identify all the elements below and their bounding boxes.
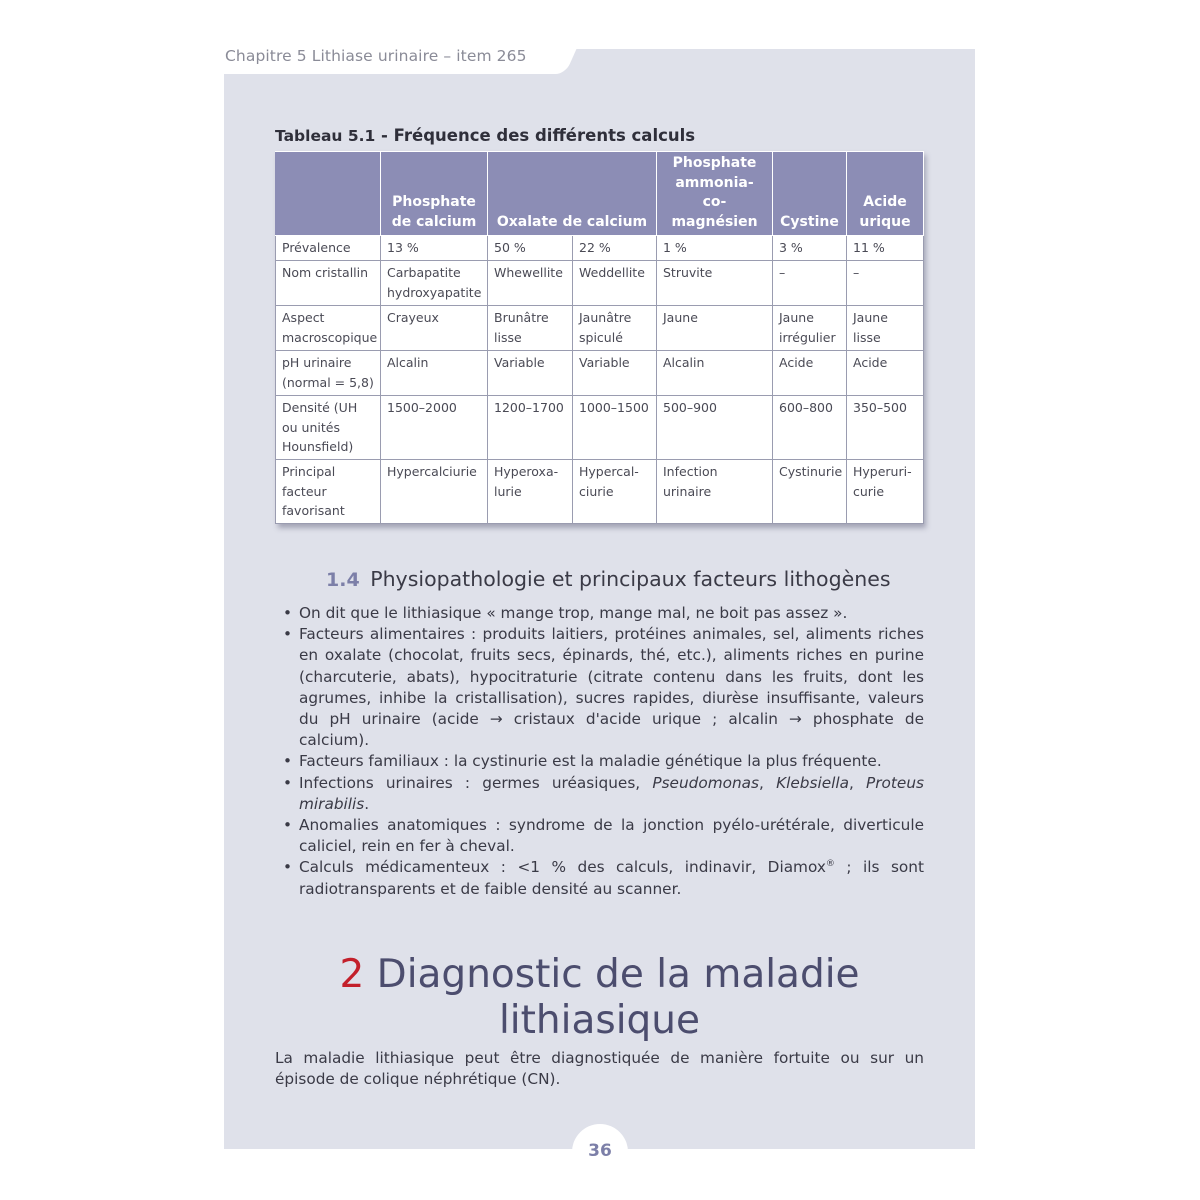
bullet-icon: • — [283, 816, 293, 835]
table-cell: Hypercal- ciurie — [573, 460, 657, 524]
table-cell: 1200–1700 — [488, 396, 573, 460]
table-cell: 13 % — [381, 236, 488, 261]
chapter-heading-line-1: Diagnostic de la maladie — [376, 952, 860, 997]
table-cell: Jaune lisse — [847, 306, 924, 351]
bullet-icon: • — [283, 773, 293, 792]
row-label: pH urinaire (normal = 5,8) — [276, 351, 381, 396]
table-title-text: Fréquence des différents calculs — [393, 126, 696, 145]
table-cell: Hyperuri- curie — [847, 460, 924, 524]
section-number: 1.4 — [326, 569, 360, 591]
bullet-icon: • — [283, 752, 293, 771]
list-item: • Infections urinaires : germes uréasiques, Pseudomonas, Klebsiella, Proteus mirabilis. — [283, 773, 924, 813]
table-cell: 1 % — [657, 236, 773, 261]
section-heading-1-4 — [326, 567, 891, 591]
table-cell: Jaunâtre spiculé — [573, 306, 657, 351]
table-title-label: Tableau 5.1 — [275, 127, 376, 145]
table-cell: Whewellite — [488, 261, 573, 306]
table-cell: 600–800 — [773, 396, 847, 460]
table-cell: 500–900 — [657, 396, 773, 460]
page-number: 36 — [588, 1141, 612, 1161]
list-item: • Anomalies anatomiques : syndrome de la jonction pyélo-urétérale, diverticule caliciel, rein en fer à cheval. — [283, 816, 924, 856]
column-header-oxalate-calcium: Oxalate de calcium — [488, 152, 657, 236]
bullet-list — [283, 603, 924, 900]
table-cell: Struvite — [657, 261, 773, 306]
table-cell: Variable — [488, 351, 573, 396]
table-row — [276, 396, 924, 460]
table-header-empty — [276, 152, 381, 236]
bullet-icon: • — [283, 625, 293, 644]
table-row — [276, 460, 924, 524]
table-body — [276, 236, 924, 524]
row-label: Prévalence — [276, 236, 381, 261]
table-cell: Carbapatite hydroxyapatite — [381, 261, 488, 306]
table-cell: Alcalin — [657, 351, 773, 396]
table-cell: Jaune irrégulier — [773, 306, 847, 351]
table-cell: Hypercalciurie — [381, 460, 488, 524]
table-cell: Hyperoxa- lurie — [488, 460, 573, 524]
column-header-cystine: Cystine — [773, 152, 847, 236]
table-cell: 11 % — [847, 236, 924, 261]
table-cell: Variable — [573, 351, 657, 396]
table-cell: Crayeux — [381, 306, 488, 351]
bullet-icon: • — [283, 858, 293, 877]
table-cell: – — [847, 261, 924, 306]
table-cell: 3 % — [773, 236, 847, 261]
list-item: • On dit que le lithiasique « mange trop, mange mal, ne boit pas assez ». — [283, 603, 924, 624]
chapter-heading-number: 2 — [339, 952, 365, 997]
list-item: • Facteurs familiaux : la cystinurie est la maladie génétique la plus fréquente. — [283, 751, 924, 772]
list-item: • Calculs médicamenteux : <1 % des calculs, indinavir, Diamox® ; ils sont radiotransparents et de faible densité au scanner. — [283, 858, 924, 898]
list-item: • Facteurs alimentaires : produits laitiers, protéines animales, sel, aliments riches en oxalate (chocolat, fruits secs, épinards, thé, etc.), aliments riches en purine (charcuterie, abats), hypocitraturie (citrate contenu dans les fruits, dont les agrumes, inhibe la cristallisation), sucres rapides, diurèse insuffisante, valeurs du pH urinaire (acide → cristaux d'acide urique ; alcalin → phosphate de calcium). — [283, 625, 924, 750]
column-header-acide-urique: Acide urique — [847, 152, 924, 236]
section-title: Physiopathologie et principaux facteurs lithogènes — [370, 567, 891, 591]
column-header-phosphate-ammonia: Phosphate ammonia- co-magnésien — [657, 152, 773, 236]
table-cell: Infection urinaire — [657, 460, 773, 524]
table-row — [276, 306, 924, 351]
table-row — [276, 261, 924, 306]
table-cell: 50 % — [488, 236, 573, 261]
row-label: Principal facteur favorisant — [276, 460, 381, 524]
table-cell: Weddellite — [573, 261, 657, 306]
column-header-phosphate-calcium: Phosphate de calcium — [381, 152, 488, 236]
table-row — [276, 236, 924, 261]
table-cell: Alcalin — [381, 351, 488, 396]
table-cell: 22 % — [573, 236, 657, 261]
row-label: Aspect macroscopique — [276, 306, 381, 351]
table-cell: – — [773, 261, 847, 306]
chapter-heading-line-2: lithiasique — [498, 998, 701, 1043]
table-cell: 350–500 — [847, 396, 924, 460]
table-cell: 1000–1500 — [573, 396, 657, 460]
table-cell: Jaune — [657, 306, 773, 351]
table-row — [276, 351, 924, 396]
bullet-icon: • — [283, 604, 293, 622]
chapter-heading-2 — [224, 952, 975, 1044]
table-cell: Acide — [847, 351, 924, 396]
chapter-header: Chapitre 5 Lithiase urinaire – item 265 — [225, 47, 527, 65]
table-cell: 1500–2000 — [381, 396, 488, 460]
table-title: Tableau 5.1 - Fréquence des différents calculs — [275, 126, 696, 145]
frequency-table — [275, 151, 923, 524]
table-cell: Brunâtre lisse — [488, 306, 573, 351]
table-cell: Acide — [773, 351, 847, 396]
row-label: Densité (UH ou unités Hounsfield) — [276, 396, 381, 460]
row-label: Nom cristallin — [276, 261, 381, 306]
table-cell: Cystinurie — [773, 460, 847, 524]
intro-paragraph: La maladie lithiasique peut être diagnostiquée de manière fortuite ou sur un épisode de colique néphrétique (CN). — [275, 1049, 924, 1088]
